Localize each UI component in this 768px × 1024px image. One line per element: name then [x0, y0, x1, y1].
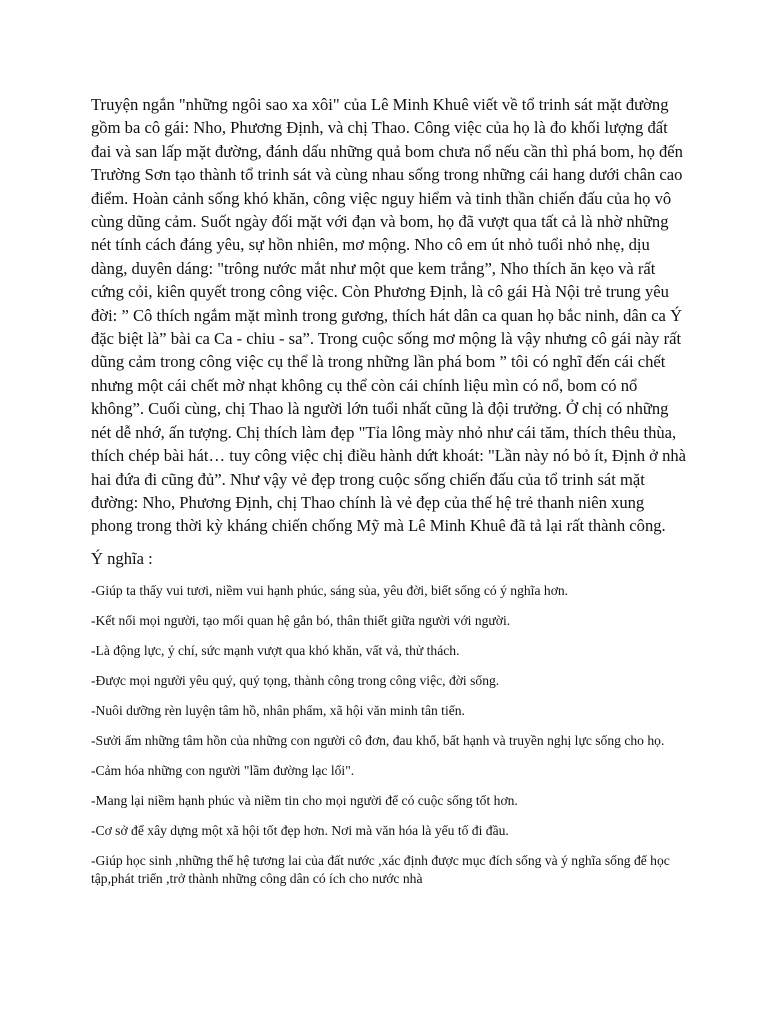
- meaning-item-7: -Cảm hóa những con người "lầm đường lạc lối".: [91, 762, 355, 778]
- meaning-item-10: -Giúp học sinh ,những thế hệ tương lai của đất nước ,xác định được mục đích sống và ý nghĩa sống để học tập,phát triển ,trở thành những công dân có ích cho nước nhà: [91, 852, 670, 887]
- meaning-item-2: -Kết nối mọi người, tạo mối quan hệ gắn bó, thân thiết giữa người với người.: [91, 612, 511, 628]
- meaning-item-1: -Giúp ta thấy vui tươi, niềm vui hạnh phúc, sáng sủa, yêu đời, biết sống có ý nghĩa hơn.: [91, 582, 569, 598]
- meaning-item-5: -Nuôi dưỡng rèn luyện tâm hồ, nhân phẩm, xã hội văn minh tân tiến.: [91, 702, 465, 718]
- meaning-item-3: -Là động lực, ý chí, sức mạnh vượt qua khó khăn, vất vả, thử thách.: [91, 642, 460, 658]
- meaning-item-6: -Sưởi ấm những tâm hồn của những con người cô đơn, đau khổ, bất hạnh và truyền nghị lực sống cho họ.: [91, 732, 665, 748]
- meaning-item-8: -Mang lại niềm hạnh phúc và niềm tin cho mọi người để có cuộc sống tốt hơn.: [91, 792, 518, 808]
- meaning-item-4: -Được mọi người yêu quý, quý tọng, thành công trong công việc, đời sống.: [91, 672, 500, 688]
- story-summary-paragraph: Truyện ngắn "những ngôi sao xa xôi" của Lê Minh Khuê viết về tổ trinh sát mặt đường gồm ba cô gái: Nho, Phương Định, và chị Thao. Công việc của họ là đo khối lượng đất đai và san lấp mặt đường, đánh dấu những quả bom chưa nổ nếu cần thì phá bom, họ đến Trường Sơn tạo thành tổ trinh sát và cùng nhau sống trong những cái hang dưới chân cao điểm. Hoàn cảnh sống khó khăn, công việc nguy hiểm và tinh thần chiến đấu của họ vô cùng dũng cảm. Suốt ngày đối mặt với đạn và bom, họ đã vượt qua tất cả là nhờ những nét tính cách đáng yêu, sự hồn nhiên, mơ mộng. Nho cô em út nhỏ tuổi nhỏ nhẹ, dịu dàng, duyên dáng: "trông nước mắt như một que kem trắng”, Nho thích ăn kẹo và rất cứng cỏi, kiên quyết trong công việc. Còn Phương Định, là cô gái Hà Nội trẻ trung yêu đời: ” Cô thích ngắm mặt mình trong gương, thích hát dân ca quan họ bắc ninh, dân ca Ý đặc biệt là” bài ca Ca - chiu - sa”. Trong cuộc sống mơ mộng là vậy nhưng cô gái này rất dũng cảm trong công việc cụ thể là trong những lần phá bom ” tôi có nghĩ đến cái chết nhưng một cái chết mờ nhạt không cụ thể còn cái chính liệu mìn có nổ, bom có nổ không”. Cuối cùng, chị Thao là người lớn tuổi nhất cũng là đội trưởng. Ở chị có những nét dễ nhớ, ấn tượng. Chị thích làm đẹp "Tỉa lông mày nhỏ như cái tăm, thích thêu thùa, thích chép bài hát… tuy công việc chị điều hành dứt khoát: "Lần này nó bỏ ít, Định ở nhà hai đứa đi cũng đủ”. Như vậy vẻ đẹp trong cuộc sống chiến đấu của tổ trinh sát mặt đường: Nho, Phương Định, chị Thao chính là vẻ đẹp của thế hệ trẻ thanh niên xung phong trong thời kỳ kháng chiến chống Mỹ mà Lê Minh Khuê đã tả lại rất thành công.: [91, 95, 687, 536]
- meaning-item-9: -Cơ sở để xây dựng một xã hội tốt đẹp hơn. Nơi mà văn hóa là yếu tố đi đầu.: [91, 822, 509, 838]
- document-page: [91, 93, 687, 900]
- meaning-heading: Ý nghĩa :: [91, 548, 153, 568]
- meaning-list: [91, 582, 691, 889]
